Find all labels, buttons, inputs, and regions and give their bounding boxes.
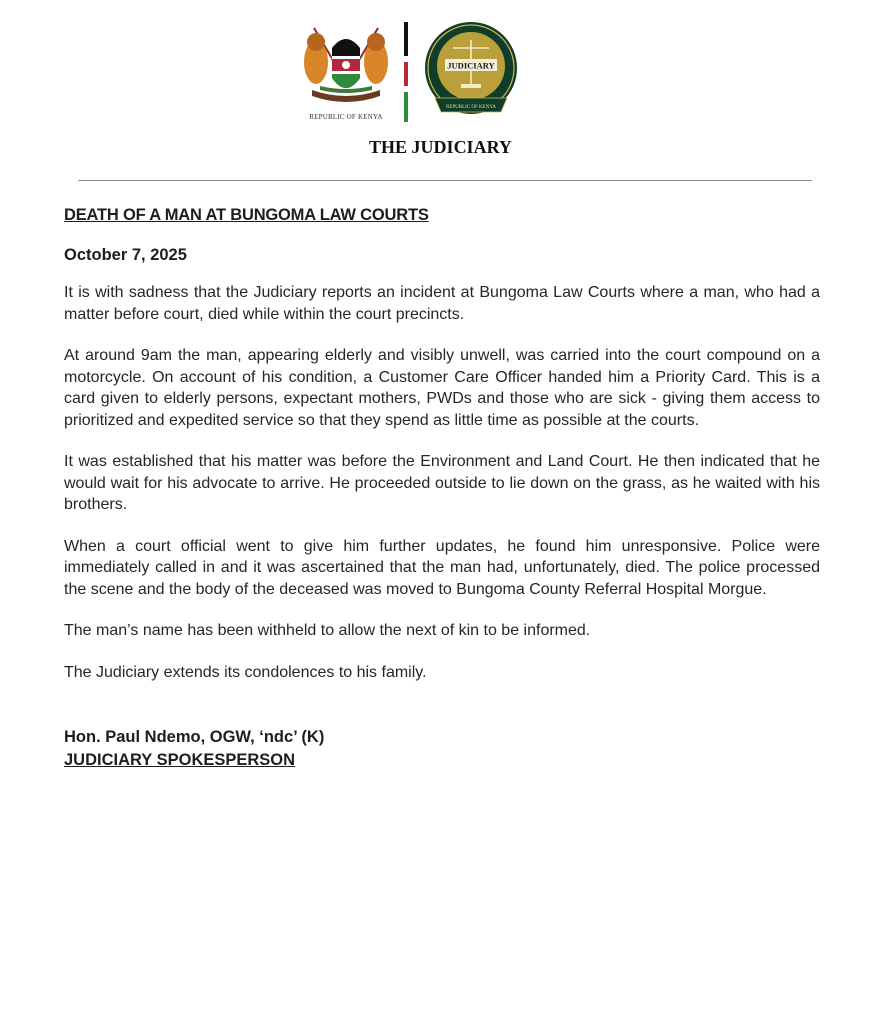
kenya-coat-of-arms-icon: [296, 20, 396, 120]
paragraph: It is with sadness that the Judiciary reports an incident at Bungoma Law Courts where a man, who had a matter before court, died while within the court precincts.: [64, 284, 820, 323]
judiciary-seal-icon: [421, 20, 521, 120]
org-title-text: THE JUDICIARY: [369, 137, 512, 157]
letterhead: [0, 18, 883, 157]
header-divider: [78, 180, 812, 181]
svg-text:REPUBLIC OF KENYA: REPUBLIC OF KENYA: [445, 105, 497, 110]
coat-of-arms-caption: REPUBLIC OF KENYA: [309, 113, 383, 121]
kenya-flag-divider: [404, 22, 408, 122]
statement-date: October 7, 2025: [64, 246, 187, 264]
press-statement: [64, 200, 820, 770]
paragraph: The Judiciary extends its condolences to his family.: [64, 663, 427, 681]
org-title: [0, 137, 883, 158]
paragraph: At around 9am the man, appearing elderly and visibly unwell, was carried into the court compound on a motorcycle. On account of his condition, a Customer Care Officer handed him a Priority Card. This is a card given to elderly persons, expectant mothers, PWDs and those who are sick - giving them access to prioritized and expedited service so that they spend as little time as possible at the courts.: [64, 347, 820, 429]
paragraph: When a court official went to give him further updates, he found him unresponsive. Police were immediately called in and it was ascertained that the man had, unfortunately, died. The police processed the scene and the body of the deceased was moved to Bungoma County Referral Hospital Morgue.: [64, 537, 820, 598]
svg-text:JUDICIARY: JUDICIARY: [447, 60, 495, 71]
paragraph: The man’s name has been withheld to allow the next of kin to be informed.: [64, 622, 591, 639]
signatory-name: Hon. Paul Ndemo, OGW, ‘ndc’ (K): [64, 728, 325, 746]
signatory-title: JUDICIARY SPOKESPERSON: [64, 751, 296, 769]
statement-headline: DEATH OF A MAN AT BUNGOMA LAW COURTS: [64, 206, 429, 224]
paragraph: It was established that his matter was before the Environment and Land Court. He then indicated that he would wait for his advocate to arrive. He proceeded outside to lie down on the grass, as he waited with his brothers.: [64, 453, 820, 513]
